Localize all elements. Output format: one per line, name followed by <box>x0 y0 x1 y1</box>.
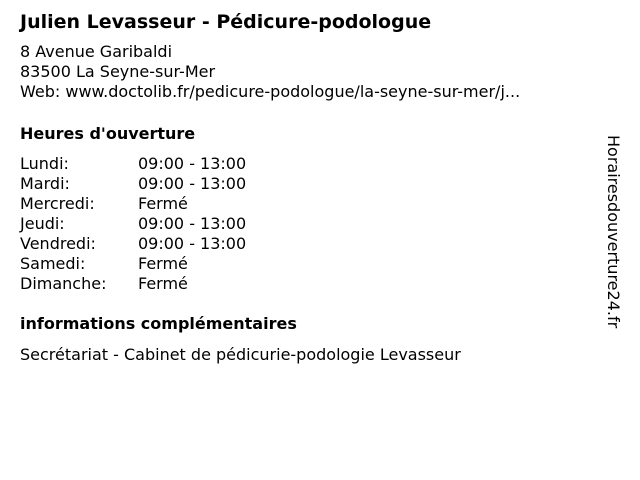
hours-value: Fermé <box>138 254 188 273</box>
hours-value: 09:00 - 13:00 <box>138 214 247 233</box>
hours-value: Fermé <box>138 194 188 213</box>
day-label: Samedi: <box>20 254 86 273</box>
hours-row-thursday <box>20 214 280 234</box>
hours-value: 09:00 - 13:00 <box>138 154 247 173</box>
opening-hours-table <box>20 154 280 294</box>
hours-row-monday <box>20 154 280 174</box>
website-link[interactable]: Web: www.doctolib.fr/pedicure-podologue/la-seyne-sur-mer/j... <box>20 82 521 101</box>
hours-value: Fermé <box>138 274 188 293</box>
opening-hours-heading: Heures d'ouverture <box>20 124 196 143</box>
hours-row-tuesday <box>20 174 280 194</box>
day-label: Vendredi: <box>20 234 96 253</box>
business-name: Julien Levasseur - Pédicure-podologue <box>20 11 432 33</box>
address-street: 8 Avenue Garibaldi <box>20 42 173 61</box>
day-label: Mardi: <box>20 174 70 193</box>
address-city: 83500 La Seyne-sur-Mer <box>20 62 216 81</box>
hours-row-sunday <box>20 274 280 294</box>
day-label: Mercredi: <box>20 194 95 213</box>
hours-value: 09:00 - 13:00 <box>138 174 247 193</box>
hours-row-saturday <box>20 254 280 274</box>
additional-info-text: Secrétariat - Cabinet de pédicurie-podologie Levasseur <box>20 345 461 364</box>
day-label: Dimanche: <box>20 274 107 293</box>
hours-value: 09:00 - 13:00 <box>138 234 247 253</box>
hours-row-friday <box>20 234 280 254</box>
site-watermark: Horairesdouverture24.fr <box>604 135 623 329</box>
additional-info-heading: informations complémentaires <box>20 314 297 333</box>
hours-row-wednesday <box>20 194 280 214</box>
address-block <box>20 42 520 102</box>
day-label: Jeudi: <box>20 214 65 233</box>
day-label: Lundi: <box>20 154 69 173</box>
